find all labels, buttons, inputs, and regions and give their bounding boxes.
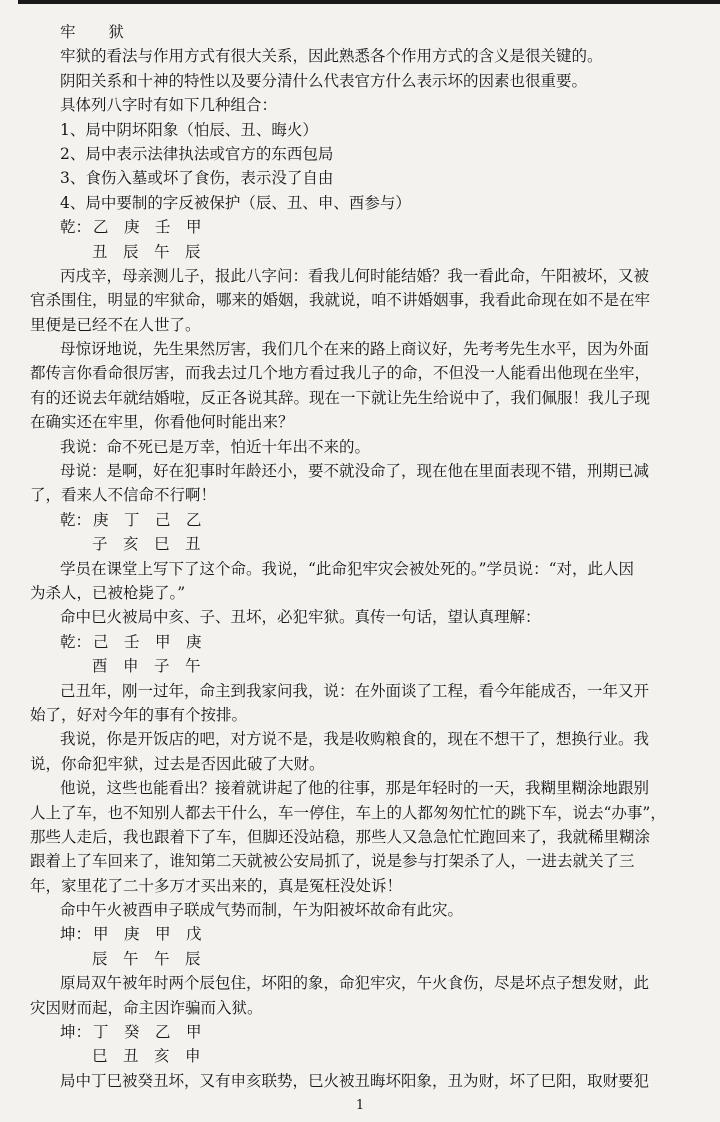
paragraph-line: 母说：是啊，好在犯事时年龄还小，要不就没命了，现在他在里面表现不错，刑期已减: [60, 462, 650, 481]
document-page: [30, 20, 670, 1093]
page-number: 1: [355, 1098, 365, 1113]
section-title: 牢 狱: [60, 23, 138, 41]
list-item-2: 2、局中表示法律执法或官方的东西包局: [60, 144, 334, 163]
list-item-1: 1、局中阴坏阳象（怕辰、丑、晦火）: [60, 120, 318, 139]
paragraph-line: 学员在课堂上写下了这个命。我说，“此命犯牢灾会被处死的。”学员说：“对，此人因: [60, 559, 635, 578]
text-line: 具体列八字时有如下几种组合：: [60, 96, 278, 115]
list-item-3: 3、食伤入墓或坏了食伤，表示没了自由: [60, 169, 334, 188]
bazi-chart-5-stems: 坤： 丁 癸 乙 甲: [60, 1023, 202, 1042]
paragraph-line: 原局双午被年时两个辰包住，坏阳的象，命犯牢灾，午火食伤，尽是坏点子想发财，此: [60, 974, 650, 993]
paragraph-line: 我说：命不死已是万幸，怕近十年出不来的。: [60, 437, 371, 456]
paragraph-line: 里便是已经不在人世了。: [30, 315, 201, 334]
bazi-chart-4-stems: 坤： 甲 庚 甲 戊: [60, 925, 202, 944]
paragraph-line: 丙戌辛，母亲测儿子，报此八字问：看我儿何时能结婚？我一看此命，午阳被坏，又被: [60, 266, 650, 285]
paragraph-line: 那些人走后，我也跟着下了车，但脚还没站稳，那些人又急急忙忙跑回来了，我就稀里糊涂: [30, 827, 651, 846]
bazi-chart-3-branches: 酉 申 子 午: [92, 657, 201, 676]
paragraph-line: 在确实还在牢里，你看他何时能出来？: [30, 413, 294, 432]
top-border-rule: [18, 0, 720, 4]
paragraph-line: 灾因财而起，命主因诈骗而入狱。: [30, 998, 263, 1017]
paragraph-line: 人上了车，也不知别人都去干什么，车一停住，车上的人都匆匆忙忙的跳下车，说去“办事”，: [30, 803, 666, 822]
bazi-chart-1-stems: 乾： 乙 庚 壬 甲: [60, 218, 202, 237]
paragraph-line: 了，看来人不信命不行啊！: [30, 486, 217, 505]
bazi-chart-2-branches: 子 亥 巳 丑: [92, 535, 201, 554]
paragraph-line: 为杀人，已被枪毙了。”: [30, 583, 186, 602]
paragraph-line: 母惊讶地说，先生果然厉害，我们几个在来的路上商议好，先考考先生水平，因为外面: [60, 340, 650, 359]
paragraph-line: 局中丁巳被癸丑坏，又有申亥联势，巳火被丑晦坏阳象，丑为财，坏了巳阳，取财要犯: [60, 1071, 650, 1090]
list-item-4: 4、局中要制的字反被保护（辰、丑、申、酉参与）: [60, 193, 411, 212]
paragraph-line: 始了，好对今年的事有个按排。: [30, 705, 248, 724]
bazi-chart-2-stems: 乾： 庚 丁 己 乙: [60, 510, 202, 529]
bazi-chart-4-branches: 辰 午 午 辰: [92, 949, 201, 968]
paragraph-line: 都传言你看命很厉害，而我去过几个地方看过我儿子的命，不但没一人能看出他现在坐牢，: [30, 364, 651, 383]
paragraph-line: 己丑年，刚一过年，命主到我家问我，说：在外面谈了工程，看今年能成否，一年又开: [60, 681, 650, 700]
paragraph-line: 官杀围住，明显的牢狱命，哪来的婚姻，我就说，咱不讲婚姻事，我看此命现在如不是在牢: [30, 291, 651, 310]
paragraph-line: 他说，这些也能看出？接着就讲起了他的往事，那是年轻时的一天，我糊里糊涂地跟别: [60, 779, 650, 798]
text-line: 阴阳关系和十神的特性以及要分清什么代表官方什么表示坏的因素也很重要。: [60, 71, 588, 90]
paragraph-line: 跟着上了车回来了，谁知第二天就被公安局抓了，说是参与打架杀了人，一进去就关了三: [30, 852, 635, 871]
paragraph-line: 我说，你是开饭店的吧，对方说不是，我是收购粮食的，现在不想干了，想换行业。我: [60, 730, 650, 749]
paragraph-line: 说，你命犯牢狱，过去是否因此破了大财。: [30, 754, 325, 773]
paragraph-line: 有的还说去年就结婚啦，反正各说其辞。现在一下就让先生给说中了，我们佩服！我儿子现: [30, 388, 651, 407]
bazi-chart-5-branches: 巳 丑 亥 申: [92, 1047, 201, 1066]
paragraph-line: 命中巳火被局中亥、子、丑坏，必犯牢狱。真传一句话，望认真理解：: [60, 608, 541, 627]
paragraph-line: 年，家里花了二十多万才买出来的，真是冤枉没处诉！: [30, 876, 403, 895]
bazi-chart-1-branches: 丑 辰 午 辰: [92, 242, 201, 261]
text-line: 牢狱的看法与作用方式有很大关系，因此熟悉各个作用方式的含义是很关键的。: [60, 47, 603, 66]
bazi-chart-3-stems: 乾： 己 壬 甲 庚: [60, 632, 202, 651]
paragraph-line: 命中午火被酉申子联成气势而制，午为阳被坏故命有此灾。: [60, 901, 464, 920]
